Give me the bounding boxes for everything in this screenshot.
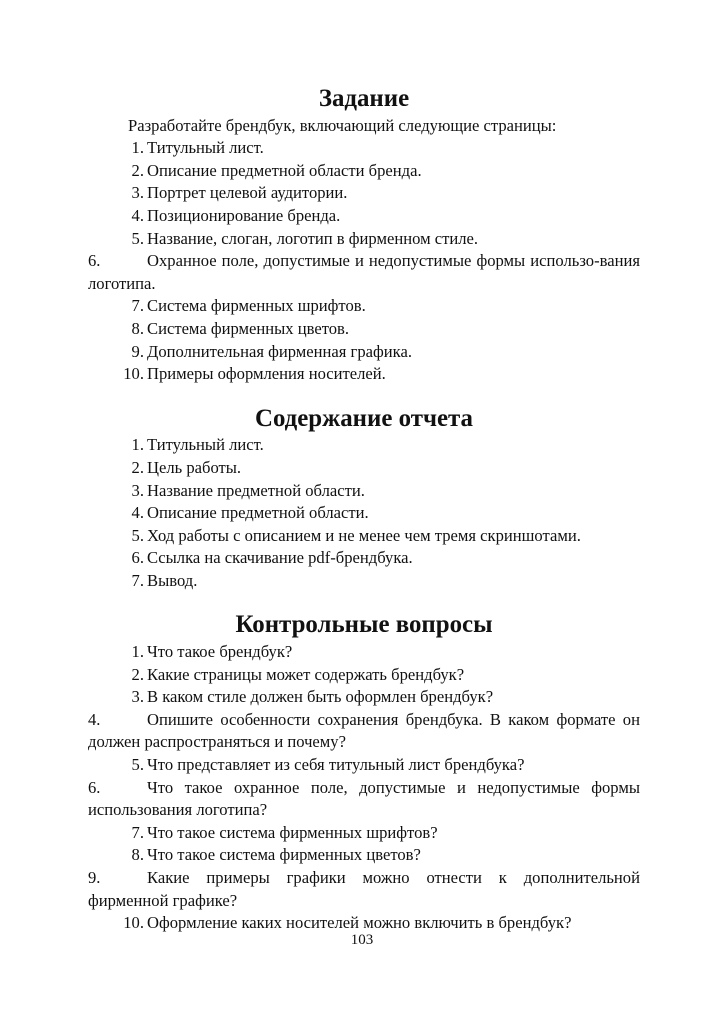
- item-number: 8.: [131, 318, 144, 338]
- item-number: 3.: [131, 480, 144, 500]
- item-number: 5.: [131, 228, 144, 248]
- report-list-item: [88, 480, 640, 503]
- questions-list-item: [88, 664, 640, 687]
- report-list-item: [88, 570, 640, 593]
- questions-list-item: [88, 709, 640, 754]
- task-list-item: [88, 137, 640, 160]
- questions-list-item: [88, 822, 640, 845]
- questions-list-item: [88, 641, 640, 664]
- item-number: 5.: [131, 525, 144, 545]
- questions-heading: Контрольные вопросы: [235, 611, 493, 639]
- task-list-item: [88, 160, 640, 183]
- item-text: Система фирменных шрифтов.: [147, 296, 366, 316]
- report-heading: Содержание отчета: [254, 404, 474, 432]
- item-number: 2.: [131, 457, 144, 477]
- item-text: Описание предметной области бренда.: [147, 160, 422, 180]
- item-text: Портрет целевой аудитории.: [147, 183, 348, 203]
- task-list-item: [88, 205, 640, 228]
- item-text: Ход работы с описанием и не менее чем тремя скриншотами.: [147, 525, 581, 545]
- item-text: Описание предметной области.: [147, 503, 369, 523]
- item-text: Цель работы.: [147, 457, 242, 477]
- questions-list-item: [88, 867, 640, 912]
- page-content: [88, 85, 640, 935]
- report-list-item: [88, 457, 640, 480]
- item-number: 2.: [131, 160, 144, 180]
- questions-list-item: [88, 686, 640, 709]
- item-text: Титульный лист.: [147, 435, 264, 455]
- page-number: 103: [350, 932, 374, 948]
- item-text: Система фирменных цветов.: [147, 318, 350, 338]
- item-text: Ссылка на скачивание pdf-брендбука.: [147, 548, 413, 568]
- task-list-item: [88, 228, 640, 251]
- item-number: 4.: [88, 709, 101, 729]
- task-list-item: [88, 182, 640, 205]
- item-text: Что такое система фирменных цветов?: [147, 845, 421, 865]
- task-list-item: [88, 295, 640, 318]
- item-number: 9.: [131, 341, 144, 361]
- item-text: Что такое система фирменных шрифтов?: [147, 822, 438, 842]
- item-number: 1.: [131, 435, 144, 455]
- item-text: Название, слоган, логотип в фирменном стиле.: [147, 228, 479, 248]
- task-intro: Разработайте брендбук, включающий следующие страницы:: [128, 115, 557, 135]
- item-text: Что такое охранное поле, допустимые и недопустимые формы использования логотипа?: [88, 777, 640, 820]
- item-text: Охранное поле, допустимые и недопустимые формы использо-вания логотипа.: [88, 251, 640, 293]
- item-text: Что представляет из себя титульный лист брендбука?: [147, 755, 525, 775]
- item-text: Дополнительная фирменная графика.: [147, 341, 412, 361]
- item-text: Вывод.: [147, 570, 198, 590]
- item-number: 3.: [131, 687, 144, 707]
- item-number: 1.: [131, 138, 144, 158]
- item-number: 9.: [88, 868, 101, 887]
- item-text: Название предметной области.: [147, 480, 365, 500]
- item-number: 6.: [88, 777, 101, 797]
- item-number: 8.: [131, 845, 144, 865]
- task-list-item: [88, 363, 640, 386]
- questions-list-item: [88, 844, 640, 867]
- item-number: 3.: [131, 183, 144, 203]
- item-text: Примеры оформления носителей.: [147, 364, 386, 384]
- item-number: 2.: [131, 664, 144, 684]
- item-text: Опишите особенности сохранения брендбука. В каком формате он должен распространяться и почему?: [88, 709, 640, 752]
- item-text: Оформление каких носителей можно включить в брендбук?: [147, 913, 572, 933]
- report-list-item: [88, 434, 640, 457]
- item-number: 1.: [131, 642, 144, 662]
- report-list-item: [88, 525, 640, 548]
- task-list: [88, 137, 640, 386]
- item-number: 6.: [88, 251, 101, 271]
- questions-list: [88, 641, 640, 935]
- item-text: Какие примеры графики можно отнести к дополнительной фирменной графике?: [88, 868, 640, 910]
- item-number: 7.: [131, 296, 144, 316]
- task-heading: Задание: [318, 85, 410, 112]
- item-number: 10.: [123, 364, 144, 384]
- report-list: [88, 434, 640, 592]
- questions-list-item: [88, 777, 640, 822]
- item-text: Позиционирование бренда.: [147, 205, 341, 225]
- item-number: 10.: [123, 913, 144, 933]
- task-list-item: [88, 250, 640, 295]
- task-list-item: [88, 341, 640, 364]
- item-text: Какие страницы может содержать брендбук?: [147, 664, 465, 684]
- item-number: 4.: [131, 503, 144, 523]
- report-list-item: [88, 547, 640, 570]
- item-text: Что такое брендбук?: [147, 642, 293, 662]
- item-text: Титульный лист.: [147, 138, 264, 158]
- item-number: 6.: [131, 548, 144, 568]
- item-text: В каком стиле должен быть оформлен брендбук?: [147, 687, 494, 707]
- item-number: 4.: [131, 205, 144, 225]
- item-number: 7.: [131, 822, 144, 842]
- task-list-item: [88, 318, 640, 341]
- report-list-item: [88, 502, 640, 525]
- item-number: 7.: [131, 570, 144, 590]
- item-number: 5.: [131, 755, 144, 775]
- questions-list-item: [88, 754, 640, 777]
